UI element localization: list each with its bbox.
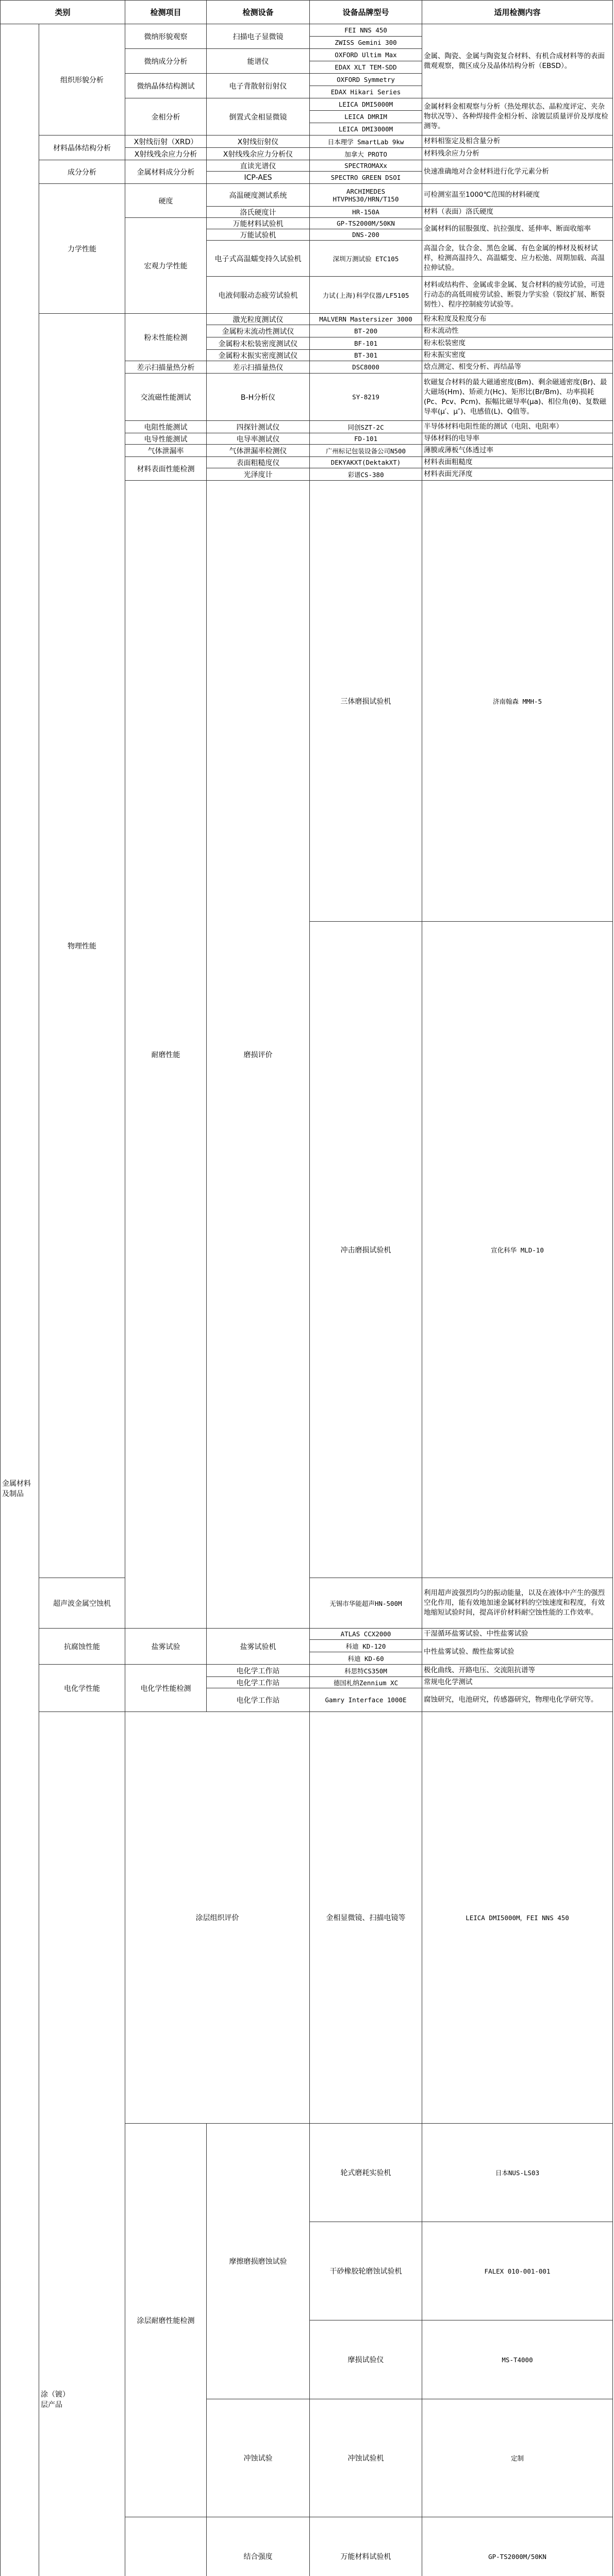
brand-model-cell: 彩谱CS-380	[310, 468, 422, 481]
test-item-cell: 金属材料成分分析	[125, 160, 207, 184]
applicable-content-cell: 高温合金，钛合金、黑色金属、有色金属的棒材及板材试样，检测高温持久、高温蠕变、应力松弛、周期加载、高温拉伸试验。	[422, 241, 613, 277]
subcategory-cell: 材料晶体结构分析	[39, 135, 125, 160]
applicable-content-cell: 焓点测定、相变分析、再结晶等	[422, 361, 613, 374]
equipment-cell: 洛氏硬度计	[207, 207, 310, 218]
brand-model-cell: 科迪 KD-120	[310, 1640, 422, 1652]
applicable-content-cell: 利用超声波强烈均匀的振动能量，以及在液体中产生的强烈空化作用，能有效地加速金属材料的空蚀速度和程度，有效地缩短试验时间，提高评价材料耐空蚀性能的工作效率。	[422, 1578, 613, 1629]
test-item-cell: 微纳形貌观察	[125, 24, 207, 49]
brand-model-cell: BT-301	[310, 350, 422, 361]
brand-model-cell: 深圳万测试验 ETC105	[310, 241, 422, 277]
equipment-cell: 超声波金属空蚀机	[39, 1578, 125, 1629]
subcategory-cell: 耐磨性能	[125, 481, 207, 1629]
brand-model-cell: SPECTROMAXx	[310, 160, 422, 172]
equipment-cell: 三体磨损试验机	[310, 481, 422, 922]
equipment-cell: 电化学工作站	[207, 1677, 310, 1688]
subcategory-cell: 涂层组织评价	[125, 1712, 310, 2124]
brand-model-cell: 德国札纳Zennium XC	[310, 1677, 422, 1688]
applicable-content-cell: 导体材料的电导率	[422, 433, 613, 445]
applicable-content-cell: 材料（表面）洛氏硬度	[422, 207, 613, 218]
equipment-cell: 表面粗糙度仪	[207, 457, 310, 468]
brand-model-cell: 加拿大 PROTO	[310, 148, 422, 160]
brand-model-cell: FEI NNS 450	[310, 24, 422, 37]
header-equipment: 检测设备	[207, 1, 310, 24]
applicable-content-cell: 粉末振实密度	[422, 350, 613, 361]
subcategory-cell: 组织形貌分析	[39, 24, 125, 135]
brand-model-cell: LEICA DMI5000M，FEI NNS 450	[422, 1712, 613, 2124]
brand-model-cell: DEKYAKXT(DektakXT)	[310, 457, 422, 468]
applicable-content-cell: 半导体材料电阻性能的测试（电阻、电阻率）	[422, 421, 613, 433]
subcategory-cell: 抗腐蚀性能	[39, 1629, 125, 1665]
equipment-cell: 四探针测试仪	[207, 421, 310, 433]
brand-model-cell: BF-101	[310, 337, 422, 350]
table-body	[1, 24, 613, 2576]
applicable-content-cell: 材料相鉴定及相含量分析	[422, 135, 613, 148]
equipment-cell: 倒置式金相显微镜	[207, 98, 310, 135]
test-item-cell: 盐雾试验	[125, 1629, 207, 1665]
equipment-cell: 金属粉末振实密度测试仪	[207, 350, 310, 361]
table-row	[1, 184, 613, 207]
equipment-cell: 金属粉末松装密度测试仪	[207, 337, 310, 350]
equipment-cell: ICP-AES	[207, 172, 310, 184]
test-item-cell: X射线残余应力分析	[125, 148, 207, 160]
test-item-cell: 冲蚀试验	[207, 2399, 310, 2517]
equipment-cell: 轮式磨耗实验机	[310, 2124, 422, 2222]
equipment-cell: 金相显微镜、扫描电镜等	[310, 1712, 422, 2124]
equipment-cell: 差示扫描量热仪	[207, 361, 310, 374]
equipment-cell: 电化学工作站	[207, 1665, 310, 1677]
equipment-cell: 激光粒度测试仪	[207, 314, 310, 325]
table-row	[1, 1629, 613, 1640]
equipment-cell: X射线衍射仪	[207, 135, 310, 148]
test-item-cell: 电导性能测试	[125, 433, 207, 445]
subcategory-cell: 力学性能	[39, 184, 125, 314]
applicable-content-cell: 干湿循环盐雾试验、中性盐雾试验	[422, 1629, 613, 1640]
applicable-content-cell: 金属材料金相观察与分析（热处理状态、晶粒度评定、夹杂物状况等）、各种焊接件金相分析、涂镀层质量评价及厚度检测等。	[422, 98, 613, 135]
equipment-cell: 盐雾试验机	[207, 1629, 310, 1665]
applicable-content-cell: 薄膜或薄板气体透过率	[422, 445, 613, 457]
test-item-cell: 宏观力学性能	[125, 218, 207, 314]
brand-model-cell: LEICA DMI3000M	[310, 123, 422, 135]
applicable-content-cell: 常规电化学测试	[422, 1677, 613, 1688]
equipment-cell: B-H分析仪	[207, 374, 310, 421]
category-cell: 涂（镀） 层产品	[39, 1712, 125, 2576]
applicable-content-cell: 腐蚀研究，电池研究，传感器研究，物理电化学研究等。	[422, 1688, 613, 1712]
brand-model-cell: EDAX XLT TEM-SDD	[310, 61, 422, 74]
brand-model-cell: LEICA DMI5000M	[310, 98, 422, 111]
brand-model-cell: 宣化科华 MLD-10	[422, 922, 613, 1578]
brand-model-cell: LEICA DMRIM	[310, 111, 422, 123]
table-row	[1, 1665, 613, 1677]
test-item-cell: 粉末性能检测	[125, 314, 207, 361]
header-category: 类别	[1, 1, 125, 24]
test-item-cell: 材料表面性能检测	[125, 457, 207, 481]
brand-model-cell: BT-200	[310, 325, 422, 337]
applicable-content-cell: 材料残余应力分析	[422, 148, 613, 160]
brand-model-cell: FD-101	[310, 433, 422, 445]
equipment-cell: 金属粉末流动性测试仪	[207, 325, 310, 337]
test-item-cell: 交流磁性能测试	[125, 374, 207, 421]
table-row	[1, 1712, 613, 2124]
applicable-content-cell: 材料或结构件、金属或非金属、复合材料的疲劳试验，可进行动态的高低周疲劳试验、断裂力学实验（裂纹扩展、断裂韧性）、程序控制疲劳试验等。	[422, 277, 613, 314]
test-item-cell: 磨损评价	[207, 481, 310, 1629]
table-row	[1, 24, 613, 37]
equipment-cell: 万能材料试验机	[310, 2517, 422, 2576]
header-test-item: 检测项目	[125, 1, 207, 24]
brand-model-cell: OXFORD Ultim Max	[310, 49, 422, 61]
brand-model-cell: 广州标记包装设备公司N500	[310, 445, 422, 457]
test-item-cell: 差示扫描量热分析	[125, 361, 207, 374]
brand-model-cell: ATLAS CCX2000	[310, 1629, 422, 1640]
test-item-cell: 结合强度	[207, 2517, 310, 2576]
applicable-content-cell: 极化曲线、开路电压、交流阻抗谱等	[422, 1665, 613, 1677]
brand-model-cell: MALVERN Mastersizer 3000	[310, 314, 422, 325]
equipment-cell: 电液伺服动态疲劳试验机	[207, 277, 310, 314]
subcategory-cell: 电化学性能	[39, 1665, 125, 1712]
brand-model-cell: 同创SZT-2C	[310, 421, 422, 433]
equipment-cell: X射线残余应力分析仪	[207, 148, 310, 160]
brand-model-cell: GP-TS2000M/50KN	[422, 2517, 613, 2576]
test-item-cell: 金相分析	[125, 98, 207, 135]
equipment-cell: 万能试验机	[207, 229, 310, 241]
equipment-cell: 高温硬度测试系统	[207, 184, 310, 207]
test-item-cell: 微纳晶体结构测试	[125, 74, 207, 98]
brand-model-cell: HR-150A	[310, 207, 422, 218]
applicable-content-cell: 金属材料的屈服强度、抗拉强度、延伸率、断面收缩率	[422, 218, 613, 241]
applicable-content-cell: 快速准确地对合金材料进行化学元素分析	[422, 160, 613, 184]
brand-model-cell: 科思特CS350M	[310, 1665, 422, 1677]
brand-model-cell: 日本NUS-LS03	[422, 2124, 613, 2222]
equipment-cell: 电子式高温蠕变持久试验机	[207, 241, 310, 277]
subcategory-cell: 涂层耐磨性能检测	[125, 2124, 207, 2517]
brand-model-cell: FALEX 010-001-001	[422, 2222, 613, 2320]
subcategory-cell: 成分分析	[39, 160, 125, 184]
brand-model-cell: 力试(上海)科学仪器/LF5105	[310, 277, 422, 314]
equipment-cell: 冲击磨损试验机	[310, 922, 422, 1578]
brand-model-cell: ARCHIMEDES HTVPHS30/HRN/T150	[310, 184, 422, 207]
brand-model-cell: MS-T4000	[422, 2320, 613, 2399]
applicable-content-cell: 材料表面光泽度	[422, 468, 613, 481]
equipment-cell: 干砂橡胶轮磨蚀试验机	[310, 2222, 422, 2320]
applicable-content-cell: 粉末粒度及粒度分布	[422, 314, 613, 325]
applicable-content-cell: 金属、陶瓷、金属与陶瓷复合材料、有机合成材料等的表面微观观察，微区成分及晶体结构分析（EBSD）。	[422, 24, 613, 98]
brand-model-cell: ZWISS Gemini 300	[310, 37, 422, 49]
equipment-cell: 直读光谱仪	[207, 160, 310, 172]
equipment-cell: 光泽度计	[207, 468, 310, 481]
applicable-content-cell: 软磁复合材料的最大磁通密度(Bm)、剩余磁通密度(Br)、最大磁场(Hm)、矫顽力(Hc)、矩形比(Br/Bm)、功率损耗(Pc、Pcv、Pcm)、振幅比磁导率(μa)、相位角(θ)、复数磁导率(μ′、μ″)、电感值(L)、Q值等。	[422, 374, 613, 421]
table-row	[1, 135, 613, 148]
brand-model-cell: Gamry Interface 1000E	[310, 1688, 422, 1712]
applicable-content-cell: 粉末流动性	[422, 325, 613, 337]
brand-model-cell: 日本理学 SmartLab 9kw	[310, 135, 422, 148]
brand-model-cell: EDAX Hikari Series	[310, 86, 422, 98]
brand-model-cell: OXFORD Symmetry	[310, 74, 422, 86]
brand-model-cell: DNS-200	[310, 229, 422, 241]
equipment-cell: 万能材料试验机	[207, 218, 310, 229]
header-brand-model: 设备品牌型号	[310, 1, 422, 24]
brand-model-cell: DSC8000	[310, 361, 422, 374]
header-row	[1, 1, 613, 24]
applicable-content-cell: 可检测室温至1000℃范围的材料硬度	[422, 184, 613, 207]
brand-model-cell: SY-8219	[310, 374, 422, 421]
equipment-cell: 电子背散射衍射仪	[207, 74, 310, 98]
equipment-cell: 能谱仪	[207, 49, 310, 74]
applicable-content-cell: 中性盐雾试验、酸性盐雾试验	[422, 1640, 613, 1665]
subcategory-cell	[125, 2517, 207, 2576]
test-item-cell: X射线衍射（XRD）	[125, 135, 207, 148]
header-applicable-content: 适用检测内容	[422, 1, 613, 24]
subcategory-cell: 物理性能	[39, 314, 125, 1578]
brand-model-cell: 无锡市华能超声HN-500M	[310, 1578, 422, 1629]
brand-model-cell: GP-TS2000M/50KN	[310, 218, 422, 229]
equipment-cell: 电导率测试仪	[207, 433, 310, 445]
applicable-content-cell: 材料表面粗糙度	[422, 457, 613, 468]
test-item-cell: 摩擦磨损磨蚀试验	[207, 2124, 310, 2399]
brand-model-cell: 济南翰森 MMH-5	[422, 481, 613, 922]
brand-model-cell: 定制	[422, 2399, 613, 2517]
category-cell: 金属材料 及制品	[1, 24, 39, 2576]
table-row	[1, 314, 613, 325]
applicable-content-cell: 粉末松装密度	[422, 337, 613, 350]
equipment-cell: 摩损试验仪	[310, 2320, 422, 2399]
equipment-cell: 电化学工作站	[207, 1688, 310, 1712]
test-item-cell: 气体泄漏率	[125, 445, 207, 457]
equipment-cell: 扫描电子显微镜	[207, 24, 310, 49]
brand-model-cell: SPECTRO GREEN DSOI	[310, 172, 422, 184]
test-item-cell: 电阻性能测试	[125, 421, 207, 433]
test-item-cell: 硬度	[125, 184, 207, 218]
equipment-cell: 冲蚀试验机	[310, 2399, 422, 2517]
test-item-cell: 电化学性能检测	[125, 1665, 207, 1712]
equipment-cell: 气体泄漏率检测仪	[207, 445, 310, 457]
test-item-cell: 微纳成分分析	[125, 49, 207, 74]
brand-model-cell: 科迪 KD-60	[310, 1652, 422, 1665]
table-row	[1, 160, 613, 172]
